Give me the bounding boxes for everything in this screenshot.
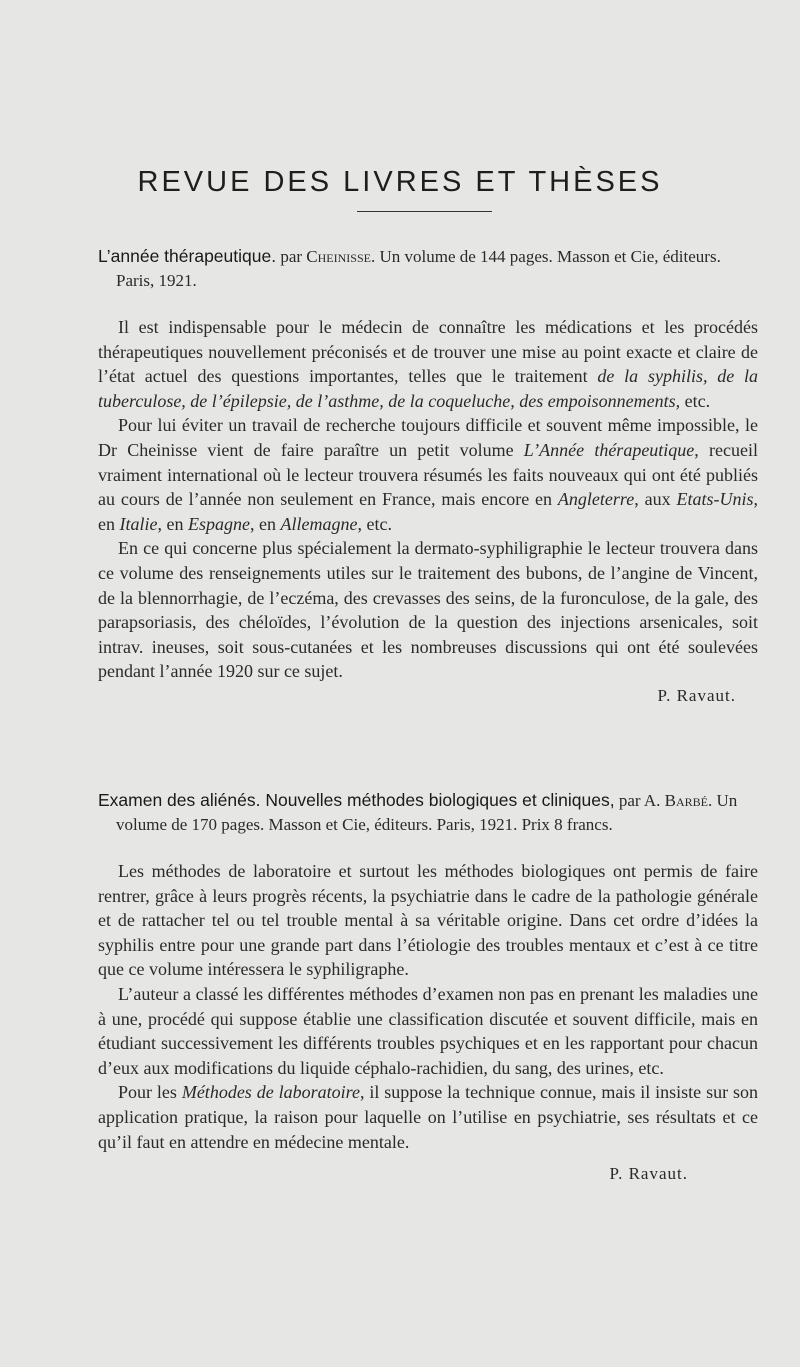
italic-run: Angleterre [557,489,635,510]
review-1-title: L’année thérapeutique. [98,246,277,266]
review-2-author: Barbé [664,791,708,810]
review-1-by: par [280,247,303,266]
review-2-paragraph-2: L’auteur a classé les différentes méthodes d’examen non pas en prenant les maladies une à une, procédé qui suppose établie une classification discutée et souvent difficile, mais en étudiant successivement les différents troubles psychiques et en les rapportant pour chacun d’eux aux modifications du liquide céphalo-rachidien, du sang, des urines, etc. [98,983,758,1078]
italic-run: Espagne [188,513,250,534]
review-2-by: par [618,791,641,810]
text-run: , en [250,513,281,534]
text-run: Pour les [118,1082,182,1103]
review-1-paragraph-3: En ce qui concerne plus spécialement la dermato-syphiligraphie le lecteur trouvera dans ce volume des renseignements utiles sur le traitement des bubons, de l’angine de Vincent, de la blennorrhagie, de l’eczéma, des crevasses des seins, de la furonculose, de la gale, des parapsoriasis, des chéloïdes, l’évolution de la question des injections arsenicales, soit intrav. ineuses, soit sous-cutanées et les nombreuses discussions qui ont été soulevées pendant l’année 1920 sur ce sujet. [98,538,758,682]
text-run: etc. [680,390,711,411]
text-run: , en [157,513,188,534]
review-1 [98,244,758,708]
italic-run: de la syphilis, de la tuberculose, de l’épilepsie, de l’asthme, de la coqueluche, des empoisonnements, [98,366,758,411]
italic-run: Méthodes de laboratoire [181,1082,360,1103]
review-2-header [98,788,758,837]
text-run: , recueil vraiment international où le lecteur trouvera résumés les faits nouveaux qui ont été publiés au cours de l’année non seulement en France, mais encore en [98,439,758,510]
review-1-paragraph-2 [98,413,758,536]
italic-run: Allemagne [280,513,358,534]
review-1-paragraph-1 [98,315,758,413]
text-run: , il suppose la technique connue, mais il insiste sur son application pratique, la raison pour laquelle on l’utilise en psychiatrie, ses résultats et ce qu’il faut en attendre en médecine mentale. [98,1082,758,1152]
review-2 [98,788,758,1186]
text-run: , en [98,489,758,534]
text-run: Pour lui éviter un travail de recherche toujours difficile et souvent même impossible, le Dr Cheinisse vient de faire paraître un petit volume [98,415,758,460]
review-2-signature: P. Ravaut. [609,1164,688,1184]
review-1-author: Cheinisse [306,247,371,266]
text-run: , etc. [357,513,392,534]
text-run: , aux [634,489,677,510]
review-2-biblio: . Un volume de 170 pages. Masson et Cie, éditeurs. Paris, 1921. Prix 8 francs. [116,791,738,834]
text-run: Il est indispensable pour le médecin de connaître les médications et les procédés thérapeutiques nouvellement préconisés et de trouver une mise au point exacte et claire de l’état actuel des questions importantes, telles que le traitement [98,317,758,387]
review-2-paragraph-1: Les méthodes de laboratoire et surtout les méthodes biologiques ont permis de faire rentrer, grâce à leurs progrès récents, la psychiatrie dans le cadre de la pathologie générale et de rattacher tel ou tel trouble mental à sa véritable origine. Dans cet ordre d’idées la syphilis entre pour une grande part dans l’étiologie des troubles mentaux et c’est à ce titre que ce volume intéressera le syphiligraphe. [98,861,758,980]
review-2-author-initial: A. [643,791,665,810]
review-1-header [98,244,758,293]
italic-run: L’Année thérapeutique [523,439,695,460]
review-2-title: Examen des aliénés. Nouvelles méthodes biologiques et cliniques, [98,790,615,810]
heading-rule [357,211,492,212]
review-1-biblio: . Un volume de 144 pages. Masson et Cie, éditeurs. Paris, 1921. [116,247,721,290]
section-heading: REVUE DES LIVRES ET THÈSES [137,166,663,198]
review-2-paragraph-3 [98,1080,758,1154]
review-1-signature: P. Ravaut. [657,685,736,705]
italic-run: Italie [119,513,158,534]
italic-run: Etats-Unis [676,489,754,510]
